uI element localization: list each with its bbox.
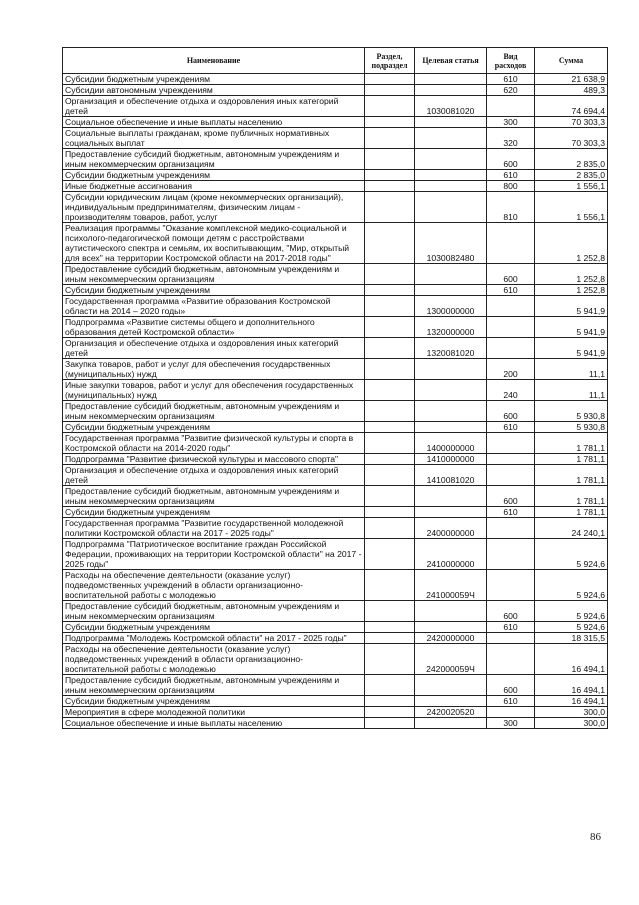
row-expense-type-cell: 800 xyxy=(487,181,535,192)
row-expense-type-cell xyxy=(487,338,535,359)
row-expense-type-cell xyxy=(487,644,535,675)
row-article-cell xyxy=(415,149,487,170)
row-article-cell: 1410000000 xyxy=(415,454,487,465)
table-row xyxy=(63,317,608,338)
row-article-cell xyxy=(415,85,487,96)
row-expense-type-cell xyxy=(487,223,535,264)
row-expense-type-cell xyxy=(487,570,535,601)
row-name-cell: Иные закупки товаров, работ и услуг для обеспечения государственных (муниципальных) нужд xyxy=(63,380,365,401)
row-name-cell: Субсидии бюджетным учреждениям xyxy=(63,285,365,296)
row-name-cell: Государственная программа "Развитие государственной молодежной политики Костромской области на 2017 - 2025 годы" xyxy=(63,518,365,539)
table-row xyxy=(63,454,608,465)
row-name-cell: Подпрограмма "Развитие физической культуры и массового спорта" xyxy=(63,454,365,465)
table-body xyxy=(63,74,608,729)
row-expense-type-cell: 610 xyxy=(487,422,535,433)
table-row xyxy=(63,96,608,117)
row-amount-cell: 489,3 xyxy=(535,85,608,96)
row-name-cell: Государственная программа «Развитие образования Костромской области на 2014 – 2020 годы» xyxy=(63,296,365,317)
row-amount-cell: 16 494,1 xyxy=(535,644,608,675)
row-section-cell xyxy=(365,170,415,181)
row-article-cell xyxy=(415,181,487,192)
header-amount: Сумма xyxy=(535,48,608,74)
row-article-cell: 1030082480 xyxy=(415,223,487,264)
row-expense-type-cell: 610 xyxy=(487,507,535,518)
row-article-cell: 2420000000 xyxy=(415,633,487,644)
row-article-cell xyxy=(415,359,487,380)
row-amount-cell: 2 835,0 xyxy=(535,149,608,170)
row-article-cell xyxy=(415,192,487,223)
row-section-cell xyxy=(365,223,415,264)
row-expense-type-cell: 600 xyxy=(487,401,535,422)
table-row xyxy=(63,465,608,486)
row-name-cell: Субсидии бюджетным учреждениям xyxy=(63,170,365,181)
row-article-cell xyxy=(415,401,487,422)
table-row xyxy=(63,518,608,539)
row-name-cell: Подпрограмма "Молодежь Костромской области" на 2017 - 2025 годы" xyxy=(63,633,365,644)
row-section-cell xyxy=(365,74,415,85)
row-section-cell xyxy=(365,486,415,507)
row-section-cell xyxy=(365,622,415,633)
row-expense-type-cell xyxy=(487,317,535,338)
row-amount-cell: 16 494,1 xyxy=(535,675,608,696)
row-expense-type-cell: 320 xyxy=(487,128,535,149)
row-amount-cell: 1 252,8 xyxy=(535,223,608,264)
row-amount-cell: 5 924,6 xyxy=(535,622,608,633)
row-name-cell: Субсидии автономным учреждениям xyxy=(63,85,365,96)
row-section-cell xyxy=(365,518,415,539)
table-row xyxy=(63,696,608,707)
row-name-cell: Иные бюджетные ассигнования xyxy=(63,181,365,192)
row-amount-cell: 5 930,8 xyxy=(535,422,608,433)
row-article-cell xyxy=(415,507,487,518)
row-expense-type-cell: 610 xyxy=(487,696,535,707)
row-expense-type-cell xyxy=(487,96,535,117)
row-section-cell xyxy=(365,317,415,338)
row-expense-type-cell: 600 xyxy=(487,264,535,285)
row-name-cell: Социальные выплаты гражданам, кроме публичных нормативных социальных выплат xyxy=(63,128,365,149)
header-row xyxy=(63,48,608,74)
row-amount-cell: 1 556,1 xyxy=(535,192,608,223)
row-expense-type-cell: 620 xyxy=(487,85,535,96)
row-amount-cell: 11,1 xyxy=(535,380,608,401)
table-row xyxy=(63,128,608,149)
row-amount-cell: 16 494,1 xyxy=(535,696,608,707)
row-article-cell: 2400000000 xyxy=(415,518,487,539)
row-expense-type-cell: 600 xyxy=(487,675,535,696)
row-section-cell xyxy=(365,117,415,128)
row-name-cell: Организация и обеспечение отдыха и оздоровления иных категорий детей xyxy=(63,96,365,117)
table-row xyxy=(63,285,608,296)
row-section-cell xyxy=(365,454,415,465)
row-amount-cell: 300,0 xyxy=(535,707,608,718)
row-section-cell xyxy=(365,539,415,570)
row-article-cell xyxy=(415,380,487,401)
row-name-cell: Мероприятия в сфере молодежной политики xyxy=(63,707,365,718)
row-article-cell: 2410000000 xyxy=(415,539,487,570)
row-name-cell: Субсидии бюджетным учреждениям xyxy=(63,74,365,85)
row-section-cell xyxy=(365,192,415,223)
row-name-cell: Предоставление субсидий бюджетным, автономным учреждениям и иным некоммерческим организациям xyxy=(63,601,365,622)
row-amount-cell: 18 315,5 xyxy=(535,633,608,644)
row-article-cell: 1300000000 xyxy=(415,296,487,317)
row-name-cell: Предоставление субсидий бюджетным, автономным учреждениям и иным некоммерческим организациям xyxy=(63,401,365,422)
row-article-cell xyxy=(415,718,487,729)
row-expense-type-cell: 200 xyxy=(487,359,535,380)
row-name-cell: Субсидии юридическим лицам (кроме некоммерческих организаций), индивидуальным предпринимателям, физическим лицам - производителям товаров, работ, услуг xyxy=(63,192,365,223)
row-article-cell: 1410081020 xyxy=(415,465,487,486)
table-row xyxy=(63,170,608,181)
row-name-cell: Организация и обеспечение отдыха и оздоровления иных категорий детей xyxy=(63,338,365,359)
row-section-cell xyxy=(365,422,415,433)
row-section-cell xyxy=(365,644,415,675)
row-amount-cell: 300,0 xyxy=(535,718,608,729)
row-article-cell xyxy=(415,285,487,296)
row-name-cell: Реализация программы "Оказание комплексной медико-социальной и психолого-педагогической помощи детям с расстройствами аутистического спектра и семьям, их воспитывающим, "Мир, открытый для всех" на территории Костромской области на 2017-2018 годы" xyxy=(63,223,365,264)
row-expense-type-cell xyxy=(487,465,535,486)
row-section-cell xyxy=(365,380,415,401)
row-amount-cell: 70 303,3 xyxy=(535,117,608,128)
table-row xyxy=(63,622,608,633)
row-article-cell xyxy=(415,117,487,128)
row-section-cell xyxy=(365,570,415,601)
table-row xyxy=(63,264,608,285)
header-name: Наименование xyxy=(63,48,365,74)
table-row xyxy=(63,422,608,433)
row-amount-cell: 5 930,8 xyxy=(535,401,608,422)
table-header xyxy=(63,48,608,74)
row-name-cell: Расходы на обеспечение деятельности (оказание услуг) подведомственных учреждений в области организационно-воспитательной работы с молодежью xyxy=(63,570,365,601)
row-name-cell: Предоставление субсидий бюджетным, автономным учреждениям и иным некоммерческим организациям xyxy=(63,675,365,696)
row-name-cell: Расходы на обеспечение деятельности (оказание услуг) подведомственных учреждений в области организационно-воспитательной работы с молодежью xyxy=(63,644,365,675)
row-article-cell: 1320000000 xyxy=(415,317,487,338)
row-amount-cell: 5 941,9 xyxy=(535,317,608,338)
table-row xyxy=(63,707,608,718)
row-section-cell xyxy=(365,718,415,729)
row-article-cell: 241000059Ч xyxy=(415,570,487,601)
table-row xyxy=(63,570,608,601)
row-amount-cell: 70 303,3 xyxy=(535,128,608,149)
row-expense-type-cell xyxy=(487,454,535,465)
table-row xyxy=(63,601,608,622)
row-article-cell: 2420020520 xyxy=(415,707,487,718)
row-amount-cell: 1 781,1 xyxy=(535,465,608,486)
row-expense-type-cell: 300 xyxy=(487,117,535,128)
row-article-cell xyxy=(415,601,487,622)
row-amount-cell: 1 781,1 xyxy=(535,507,608,518)
row-section-cell xyxy=(365,707,415,718)
table-row xyxy=(63,718,608,729)
row-article-cell xyxy=(415,696,487,707)
row-article-cell xyxy=(415,486,487,507)
row-amount-cell: 1 781,1 xyxy=(535,454,608,465)
table-row xyxy=(63,401,608,422)
row-name-cell: Предоставление субсидий бюджетным, автономным учреждениям и иным некоммерческим организациям xyxy=(63,264,365,285)
row-section-cell xyxy=(365,264,415,285)
row-amount-cell: 5 941,9 xyxy=(535,338,608,359)
row-expense-type-cell: 610 xyxy=(487,74,535,85)
row-name-cell: Социальное обеспечение и иные выплаты населению xyxy=(63,117,365,128)
row-expense-type-cell: 610 xyxy=(487,170,535,181)
header-section: Раздел, подраздел xyxy=(365,48,415,74)
row-name-cell: Субсидии бюджетным учреждениям xyxy=(63,696,365,707)
row-section-cell xyxy=(365,465,415,486)
row-section-cell xyxy=(365,149,415,170)
row-section-cell xyxy=(365,675,415,696)
table-row xyxy=(63,486,608,507)
row-section-cell xyxy=(365,85,415,96)
row-section-cell xyxy=(365,359,415,380)
row-amount-cell: 24 240,1 xyxy=(535,518,608,539)
table-row xyxy=(63,633,608,644)
row-expense-type-cell xyxy=(487,296,535,317)
row-name-cell: Социальное обеспечение и иные выплаты населению xyxy=(63,718,365,729)
row-section-cell xyxy=(365,401,415,422)
row-amount-cell: 5 941,9 xyxy=(535,296,608,317)
row-section-cell xyxy=(365,296,415,317)
row-section-cell xyxy=(365,507,415,518)
row-amount-cell: 1 781,1 xyxy=(535,433,608,454)
row-expense-type-cell xyxy=(487,433,535,454)
table-row xyxy=(63,675,608,696)
table-row xyxy=(63,74,608,85)
row-amount-cell: 5 924,6 xyxy=(535,570,608,601)
row-name-cell: Субсидии бюджетным учреждениям xyxy=(63,507,365,518)
row-section-cell xyxy=(365,696,415,707)
row-expense-type-cell: 600 xyxy=(487,149,535,170)
row-name-cell: Субсидии бюджетным учреждениям xyxy=(63,422,365,433)
row-amount-cell: 74 694,4 xyxy=(535,96,608,117)
row-article-cell xyxy=(415,622,487,633)
table-row xyxy=(63,223,608,264)
row-expense-type-cell xyxy=(487,518,535,539)
row-section-cell xyxy=(365,633,415,644)
row-amount-cell: 2 835,0 xyxy=(535,170,608,181)
budget-table xyxy=(62,47,608,729)
row-expense-type-cell: 300 xyxy=(487,718,535,729)
row-article-cell: 1320081020 xyxy=(415,338,487,359)
header-article: Целевая статья xyxy=(415,48,487,74)
row-name-cell: Предоставление субсидий бюджетным, автономным учреждениям и иным некоммерческим организациям xyxy=(63,149,365,170)
row-expense-type-cell: 240 xyxy=(487,380,535,401)
row-expense-type-cell: 810 xyxy=(487,192,535,223)
table-row xyxy=(63,192,608,223)
row-article-cell xyxy=(415,264,487,285)
row-expense-type-cell: 610 xyxy=(487,622,535,633)
table-row xyxy=(63,296,608,317)
row-article-cell: 1030081020 xyxy=(415,96,487,117)
row-name-cell: Подпрограмма «Развитие системы общего и дополнительного образования детей Костромской области» xyxy=(63,317,365,338)
table-row xyxy=(63,433,608,454)
row-expense-type-cell xyxy=(487,707,535,718)
row-amount-cell: 1 252,8 xyxy=(535,264,608,285)
row-name-cell: Предоставление субсидий бюджетным, автономным учреждениям и иным некоммерческим организациям xyxy=(63,486,365,507)
row-amount-cell: 21 638,9 xyxy=(535,74,608,85)
table-row xyxy=(63,117,608,128)
row-expense-type-cell: 610 xyxy=(487,285,535,296)
table-row xyxy=(63,539,608,570)
table-row xyxy=(63,507,608,518)
header-expense-type: Вид расходов xyxy=(487,48,535,74)
row-amount-cell: 1 252,8 xyxy=(535,285,608,296)
table-row xyxy=(63,644,608,675)
row-article-cell xyxy=(415,170,487,181)
row-amount-cell: 1 556,1 xyxy=(535,181,608,192)
row-section-cell xyxy=(365,285,415,296)
page-number: 86 xyxy=(590,831,601,843)
row-section-cell xyxy=(365,601,415,622)
row-name-cell: Государственная программа "Развитие физической культуры и спорта в Костромской области на 2014-2020 годы" xyxy=(63,433,365,454)
table-row xyxy=(63,359,608,380)
row-article-cell xyxy=(415,675,487,696)
row-article-cell xyxy=(415,128,487,149)
row-amount-cell: 11,1 xyxy=(535,359,608,380)
table-row xyxy=(63,85,608,96)
row-expense-type-cell xyxy=(487,539,535,570)
table-row xyxy=(63,181,608,192)
row-name-cell: Закупка товаров, работ и услуг для обеспечения государственных (муниципальных) нужд xyxy=(63,359,365,380)
row-section-cell xyxy=(365,181,415,192)
row-expense-type-cell: 600 xyxy=(487,486,535,507)
row-name-cell: Субсидии бюджетным учреждениям xyxy=(63,622,365,633)
row-section-cell xyxy=(365,433,415,454)
row-section-cell xyxy=(365,96,415,117)
row-article-cell xyxy=(415,74,487,85)
row-expense-type-cell: 600 xyxy=(487,601,535,622)
table-row xyxy=(63,380,608,401)
row-name-cell: Организация и обеспечение отдыха и оздоровления иных категорий детей xyxy=(63,465,365,486)
row-article-cell xyxy=(415,422,487,433)
row-amount-cell: 5 924,6 xyxy=(535,539,608,570)
table-row xyxy=(63,338,608,359)
row-section-cell xyxy=(365,338,415,359)
row-amount-cell: 1 781,1 xyxy=(535,486,608,507)
row-article-cell: 242000059Ч xyxy=(415,644,487,675)
row-section-cell xyxy=(365,128,415,149)
table-row xyxy=(63,149,608,170)
row-expense-type-cell xyxy=(487,633,535,644)
row-name-cell: Подпрограмма "Патриотическое воспитание граждан Российской Федерации, проживающих на территории Костромской области" на 2017 - 2025 годы" xyxy=(63,539,365,570)
row-article-cell: 1400000000 xyxy=(415,433,487,454)
row-amount-cell: 5 924,6 xyxy=(535,601,608,622)
